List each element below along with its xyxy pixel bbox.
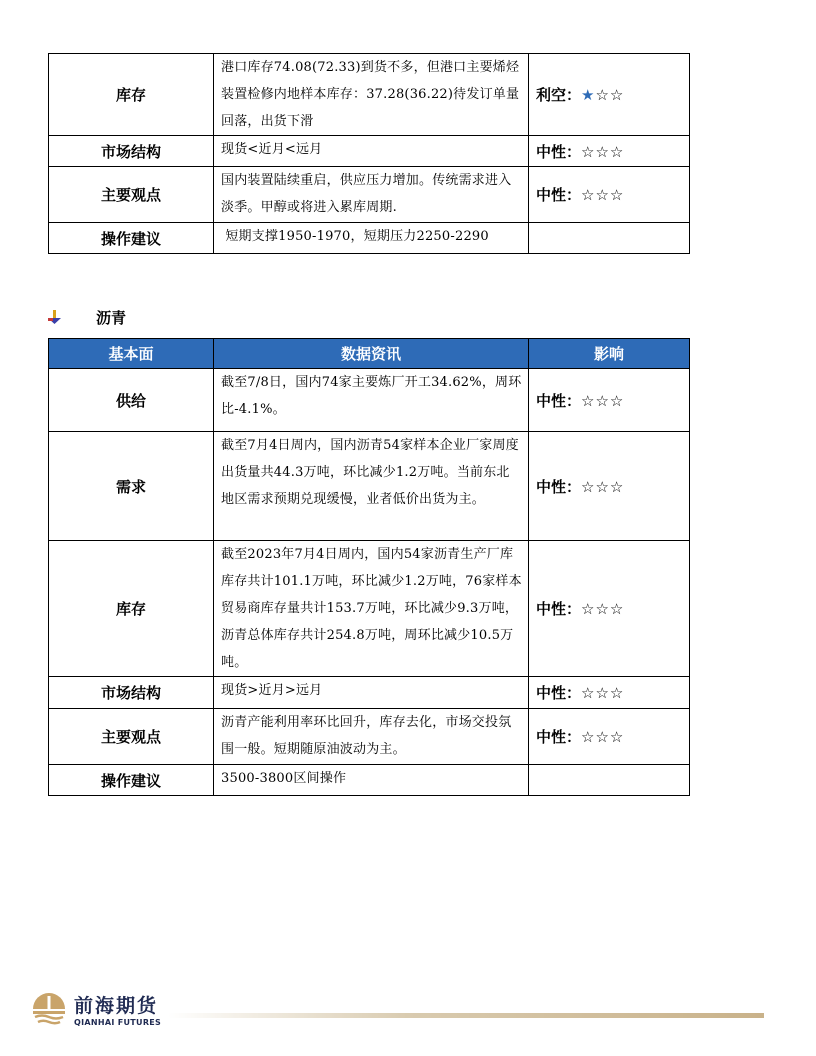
star-rating-icon: ☆☆☆ <box>581 600 625 618</box>
row-label: 库存 <box>49 541 214 677</box>
row-data: 截至7月4日周内，国内沥青54家样本企业厂家周度出货量共44.3万吨，环比减少1.2万吨。当前东北地区需求预期兑现缓慢，业者低价出货为主。 <box>214 432 529 541</box>
bullet-icon <box>48 310 62 326</box>
row-label: 操作建议 <box>49 223 214 254</box>
table-row <box>49 541 690 677</box>
row-data: 截至7/8日，国内74家主要炼厂开工34.62%，周环比-4.1%。 <box>214 369 529 432</box>
logo-english-name: QIANHAI FUTURES <box>74 1018 162 1027</box>
star-rating-icon: ☆☆☆ <box>581 186 625 204</box>
impact-label: 中性： <box>536 391 582 410</box>
row-impact <box>529 432 690 541</box>
row-data: 沥青产能利用率环比回升，库存去化，市场交投氛围一般。短期随原油波动为主。 <box>214 709 529 765</box>
impact-label: 中性： <box>536 142 582 161</box>
star-rating-icon: ☆☆☆ <box>581 142 625 161</box>
row-data: 截至2023年7月4日周内，国内54家沥青生产厂库库存共计101.1万吨，环比减少1.2万吨，76家样本贸易商库存量共计153.7万吨，环比减少9.3万吨，沥青总体库存共计254.8万吨，周环比减少10.5万吨。 <box>214 541 529 677</box>
row-impact <box>529 223 690 254</box>
row-data: 短期支撑1950-1970，短期压力2250-2290 <box>214 223 529 254</box>
section-heading <box>48 307 126 328</box>
star-empty-icon: ☆☆ <box>595 86 625 104</box>
star-rating-icon: ☆☆☆ <box>581 728 625 746</box>
star-rating-icon: ☆☆☆ <box>581 391 625 410</box>
row-data: 现货<近月<远月 <box>214 136 529 167</box>
row-impact <box>529 369 690 432</box>
row-label: 库存 <box>49 54 214 136</box>
footer-divider <box>168 1013 764 1018</box>
table-row <box>49 136 690 167</box>
logo-chinese-name: 前海期货 <box>74 995 159 1017</box>
row-label: 市场结构 <box>49 136 214 167</box>
impact-label: 中性： <box>536 684 582 702</box>
table-row <box>49 432 690 541</box>
row-label: 市场结构 <box>49 677 214 709</box>
asphalt-table <box>48 338 690 796</box>
row-data: 国内装置陆续重启，供应压力增加。传统需求进入淡季。甲醇或将进入累库周期. <box>214 167 529 223</box>
impact-label: 中性： <box>536 477 582 496</box>
star-rating-icon: ☆☆☆ <box>581 477 625 496</box>
column-header: 数据资讯 <box>214 339 529 369</box>
table-row <box>49 709 690 765</box>
row-impact <box>529 136 690 167</box>
methanol-table <box>48 53 690 254</box>
table-row <box>49 223 690 254</box>
impact-label: 中性： <box>536 186 582 204</box>
row-label: 主要观点 <box>49 167 214 223</box>
table-row <box>49 369 690 432</box>
table-row <box>49 54 690 136</box>
row-impact <box>529 541 690 677</box>
row-label: 需求 <box>49 432 214 541</box>
row-data: 港口库存74.08(72.33)到货不多，但港口主要烯烃装置检修内地样本库存：37.28(36.22)待发订单量回落，出货下滑 <box>214 54 529 136</box>
table-row <box>49 765 690 796</box>
row-impact <box>529 709 690 765</box>
table-row <box>49 167 690 223</box>
row-impact <box>529 54 690 136</box>
impact-label: 利空： <box>536 86 582 104</box>
row-impact <box>529 765 690 796</box>
row-label: 操作建议 <box>49 765 214 796</box>
row-impact <box>529 677 690 709</box>
qianhai-logo-icon <box>30 990 68 1028</box>
footer-logo <box>30 990 161 1028</box>
star-filled-icon: ★ <box>581 86 596 104</box>
row-data: 现货>近月>远月 <box>214 677 529 709</box>
star-rating-icon: ☆☆☆ <box>581 684 625 702</box>
row-label: 供给 <box>49 369 214 432</box>
row-impact <box>529 167 690 223</box>
row-data: 3500-3800区间操作 <box>214 765 529 796</box>
column-header: 基本面 <box>49 339 214 369</box>
section-title: 沥青 <box>96 309 127 327</box>
table-row <box>49 677 690 709</box>
table-header-row <box>49 339 690 369</box>
impact-label: 中性： <box>536 728 582 746</box>
impact-label: 中性： <box>536 600 582 618</box>
column-header: 影响 <box>529 339 690 369</box>
row-label: 主要观点 <box>49 709 214 765</box>
